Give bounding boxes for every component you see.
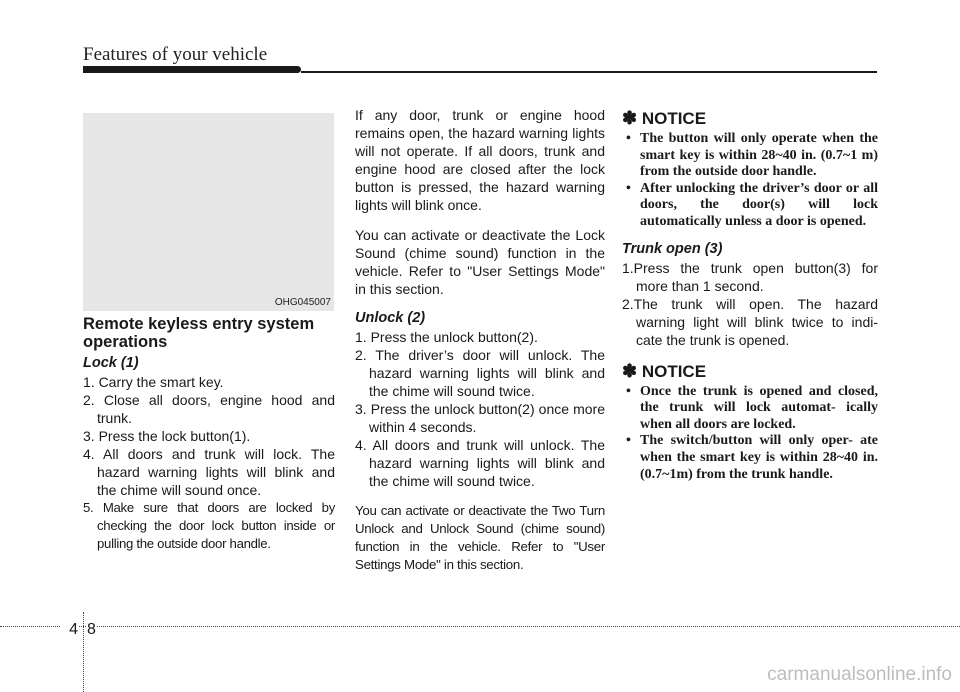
header-rule-thick — [83, 66, 301, 73]
notice-list — [622, 131, 878, 231]
footer-divider — [83, 612, 85, 692]
list-item: 1. Carry the smart key. — [83, 374, 224, 390]
list-item: 2. Close all doors, engine hood and trunk. — [83, 392, 335, 426]
figure-code: OHG045007 — [274, 297, 331, 308]
list-item: • Once the trunk is opened and closed, the trunk will lock automat- ically when all doors are locked. — [622, 384, 878, 434]
watermark: carmanualsonline.info — [767, 664, 952, 685]
unlock-sound-paragraph: You can activate or deactivate the Two Turn Unlock and Unlock Sound (chime sound) function in the vehicle. Refer to "User Settings Mode" in this section. — [355, 503, 605, 572]
unlock-steps-list — [355, 328, 605, 490]
list-item: • After unlocking the driver’s door or all doors, the door(s) will lock automatically unless a door is opened. — [622, 181, 878, 231]
list-item: 5. Make sure that doors are locked by checking the door lock button inside or pulling the outside door handle. — [83, 500, 335, 551]
list-item: 4. All doors and trunk will unlock. The hazard warning lights will blink and the chime will sound twice. — [355, 437, 605, 489]
list-item: 3. Press the unlock button(2) once more within 4 seconds. — [355, 401, 605, 435]
trunk-open-subtitle: Trunk open (3) — [622, 240, 723, 257]
section-title: Remote keyless entry system operations — [83, 315, 315, 351]
list-item: • The button will only operate when the smart key is within 28~40 in. (0.7~1 m) from the outside door handle. — [622, 131, 878, 181]
list-item: 3. Press the lock button(1). — [83, 428, 251, 444]
notice-star-icon: ✽ — [622, 360, 638, 381]
notice-list — [622, 384, 878, 484]
list-item: 2.The trunk will open. The hazard warning light will blink twice to indi- cate the trunk is opened. — [622, 295, 878, 348]
list-item: • The switch/button will only oper- ate when the smart key is within 28~40 in. (0.7~1m) from the trunk handle. — [622, 433, 878, 483]
column-3 — [622, 108, 878, 493]
notice-title — [622, 108, 878, 129]
vehicle-figure-placeholder — [83, 113, 334, 311]
trunk-steps-list — [622, 259, 878, 349]
section-number: 4 — [60, 621, 78, 639]
notice-title — [622, 361, 878, 382]
lock-steps-list — [83, 373, 335, 553]
notice-star-icon: ✽ — [622, 108, 638, 128]
page-number: 8 — [87, 621, 96, 638]
footer-rule — [0, 626, 960, 628]
lock-sound-paragraph: You can activate or deactivate the Lock Sound (chime sound) function in the vehicle. Refer to "User Settings Mode" in this section. — [355, 227, 605, 297]
list-item: 4. All doors and trunk will lock. The hazard warning lights will blink and the chime will sound once. — [83, 446, 335, 498]
unlock-subtitle: Unlock (2) — [355, 310, 426, 326]
list-item: 2. The driver’s door will unlock. The hazard warning lights will blink and the chime will sound twice. — [355, 347, 605, 399]
column-2 — [355, 106, 605, 586]
list-item: 1.Press the trunk open button(3) for more than 1 second. — [622, 259, 878, 294]
page-header-title: Features of your vehicle — [83, 44, 268, 65]
notice-label: NOTICE — [641, 361, 707, 381]
list-item: 1. Press the unlock button(2). — [355, 329, 538, 345]
hazard-warning-paragraph: If any door, trunk or engine hood remains open, the hazard warning lights will not operate. If all doors, trunk and engine hood are closed after the lock button is pressed, the hazard warning lights will blink once. — [355, 107, 605, 213]
column-1 — [83, 315, 335, 565]
notice-label: NOTICE — [641, 109, 707, 128]
header-rule-thin — [301, 71, 877, 73]
lock-subtitle: Lock (1) — [83, 355, 139, 371]
